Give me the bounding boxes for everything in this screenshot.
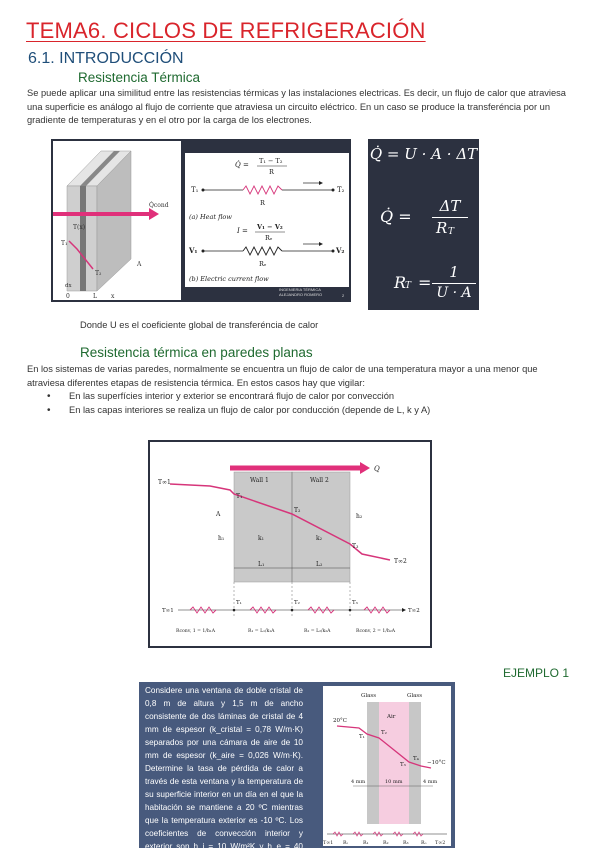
label-4mm-a: 4 mm bbox=[351, 779, 366, 785]
fig2-k2: k₂ bbox=[316, 535, 323, 542]
fig2-h2: h₂ bbox=[356, 513, 363, 520]
label-re: Rₑ bbox=[259, 260, 267, 268]
fig2-tinf1-circuit: T∞1 bbox=[162, 608, 174, 614]
fig2-tinf1: T∞1 bbox=[158, 479, 171, 486]
label-t2-wall: T₂ bbox=[95, 270, 102, 277]
fig2-t2: T₂ bbox=[294, 507, 301, 514]
label-glass-1: Glass bbox=[361, 693, 377, 699]
q-eq-numerator: T₁ − T₂ bbox=[259, 157, 283, 165]
fig2-r2: R₂ = L₂/k₂A bbox=[304, 629, 331, 634]
equations-panel bbox=[368, 139, 479, 310]
res-label-ri: Rᵢ bbox=[343, 841, 348, 846]
label-4mm-b: 4 mm bbox=[423, 779, 438, 785]
label-v1: V₁ bbox=[189, 246, 198, 255]
label-v2: V₂ bbox=[336, 246, 345, 255]
fig2-t3: T₃ bbox=[352, 543, 359, 550]
svg-text:I =: I = bbox=[237, 227, 248, 235]
fig2-rconv1: Rconv, 1 = 1/h₁A bbox=[176, 629, 216, 634]
figure-composite-wall bbox=[148, 440, 432, 648]
fig2-wall2: Wall 2 bbox=[310, 477, 329, 484]
label-air: Air bbox=[387, 714, 396, 720]
equation-q-uadt: Q̇ = U · A · ΔT bbox=[369, 145, 478, 163]
figure-page-number: 2 bbox=[342, 293, 345, 298]
electric-flow-label: (b) Electric current flow bbox=[189, 275, 269, 283]
fig2-l2: L₂ bbox=[316, 561, 323, 568]
label-r: R bbox=[260, 199, 265, 207]
label-t1: T₁ bbox=[191, 186, 199, 194]
label-a-wall: A bbox=[137, 261, 142, 268]
section-heading: 6.1. INTRODUCCIÓN bbox=[28, 50, 184, 67]
fig2-q: Q bbox=[374, 465, 380, 473]
label-tx: T(x) bbox=[73, 224, 86, 231]
fig2-t1: T₁ bbox=[236, 493, 243, 500]
bullet-item: • En las superfícies interior y exterior se encontrará flujo de calor por convección bbox=[27, 390, 567, 404]
subheading-resistencia: Resistencia Térmica bbox=[78, 70, 201, 85]
fig2-h1: h₁ bbox=[218, 535, 225, 542]
label-10mm: 10 mm bbox=[385, 779, 403, 785]
subheading-paredes: Resistencia térmica en paredes planas bbox=[80, 345, 313, 360]
res-label-r2: R₂ bbox=[383, 841, 389, 846]
equation-q-dt-r: Q̇ = ΔT R T bbox=[380, 197, 476, 237]
res-label-r3: R₃ bbox=[403, 841, 409, 846]
svg-text:Q̇ =: Q̇ = bbox=[235, 161, 249, 169]
fig2-tinf2: T∞2 bbox=[394, 558, 407, 565]
label-zero: 0 bbox=[66, 293, 70, 300]
caption-u: Donde U es el coeficiente global de transferéncia de calor bbox=[80, 320, 319, 330]
label-x-wall: x bbox=[111, 293, 115, 300]
paragraph-paredes: En los sistemas de varias paredes, normalmente se encuentra un flujo de calor de una temperatura mayor a una menor que atraviesa diferentes etapas de resistencia térmica. En estos casos hay que vigilar: bbox=[27, 364, 538, 388]
fig2-l1: L₁ bbox=[258, 561, 265, 568]
bullet-list bbox=[27, 390, 567, 417]
res-label-r1: R₁ bbox=[363, 841, 369, 846]
label-w-t4: T₄ bbox=[413, 756, 419, 762]
label-w-t2: T₂ bbox=[381, 730, 387, 736]
label-20c: 20°C bbox=[333, 718, 347, 724]
label-t2: T₂ bbox=[337, 186, 345, 194]
fig2-k1: k₁ bbox=[258, 535, 265, 542]
res-label-tinf1: T∞1 bbox=[323, 841, 334, 846]
fig2-rconv2: Rconv, 2 = 1/h₂A bbox=[356, 629, 396, 634]
fig2-t1-circuit: T₁ bbox=[236, 600, 242, 606]
res-label-tinf2: T∞2 bbox=[435, 841, 446, 846]
label-t1-wall: T₁ bbox=[61, 240, 68, 247]
circuit-diagram bbox=[185, 153, 349, 287]
equation-rt: R T = 1 U · A bbox=[394, 263, 478, 303]
label-l-wall: L bbox=[93, 293, 97, 300]
example-panel bbox=[139, 682, 455, 864]
label-glass-2: Glass bbox=[407, 693, 423, 699]
res-label-ro: Rₒ bbox=[421, 841, 427, 846]
fig2-a: A bbox=[216, 511, 221, 518]
example-label: EJEMPLO 1 bbox=[503, 666, 570, 680]
label-qcond: Q̇cond bbox=[149, 202, 169, 209]
fig2-wall1: Wall 1 bbox=[250, 477, 269, 484]
label-w-t3: T₃ bbox=[400, 762, 406, 768]
i-eq-denominator: Rₑ bbox=[265, 234, 273, 242]
paragraph-intro: Se puede aplicar una similitud entre las resistencias térmicas y las instalaciones electricas. Es decir, un flujo de calor que atraviesa una superficie es análogo al flujo de corriente que atraviesa un circuito eléctrico. En un caso se produce la transferéncia por un gradiente de temperaturas y en el otro por la carga de los electrones. bbox=[27, 88, 566, 125]
fig2-tinf2-circuit: T∞2 bbox=[408, 608, 420, 614]
fig2-r1: R₁ = L₁/k₁A bbox=[248, 629, 275, 634]
figure-heat-electric bbox=[51, 139, 351, 302]
window-diagram bbox=[323, 686, 451, 846]
label-w-t1: T₁ bbox=[359, 734, 365, 740]
q-eq-denominator: R bbox=[269, 168, 274, 176]
wall-diagram bbox=[53, 141, 181, 300]
fig2-t3-circuit: T₃ bbox=[352, 600, 358, 606]
fig2-t2-circuit: T₂ bbox=[294, 600, 300, 606]
heat-flow-label: (a) Heat flow bbox=[189, 213, 232, 221]
label-dx: dx bbox=[65, 283, 72, 289]
bullet-item: • En las capas interiores se realiza un flujo de calor por conducción (depende de L, k y A) bbox=[27, 404, 567, 418]
i-eq-numerator: V₁ − V₂ bbox=[257, 223, 283, 231]
label-minus10c: −10°C bbox=[427, 760, 446, 766]
figure-footer: INGENIERIA TÉRMICA ALEJANDRO ROMERO bbox=[279, 287, 323, 297]
page-title: TEMA6. CICLOS DE REFRIGERACIÓN bbox=[26, 18, 426, 43]
example-text: Considere una ventana de doble cristal de 0,8 m de altura y 1,5 m de ancho consistente de dos láminas de cristal de 4 mm de espesor (k_cristal = 0,78 W/m·K) separados por una cámara de aire de 10 mm de espesor (k_aire = 0,026 W/m·K). Determine la tasa de pérdida de calor a través de esta ventana y la temperatura de su superficie interior en un día en el que la habitación se mantiene a 20 ºC mientras que la temperatura exterior es -10 ºC. Los coeficientes de convección interior y exterior son h_i = 10 W/m²K y h_e = 40 W/m²K respectivamente. bbox=[145, 686, 303, 864]
